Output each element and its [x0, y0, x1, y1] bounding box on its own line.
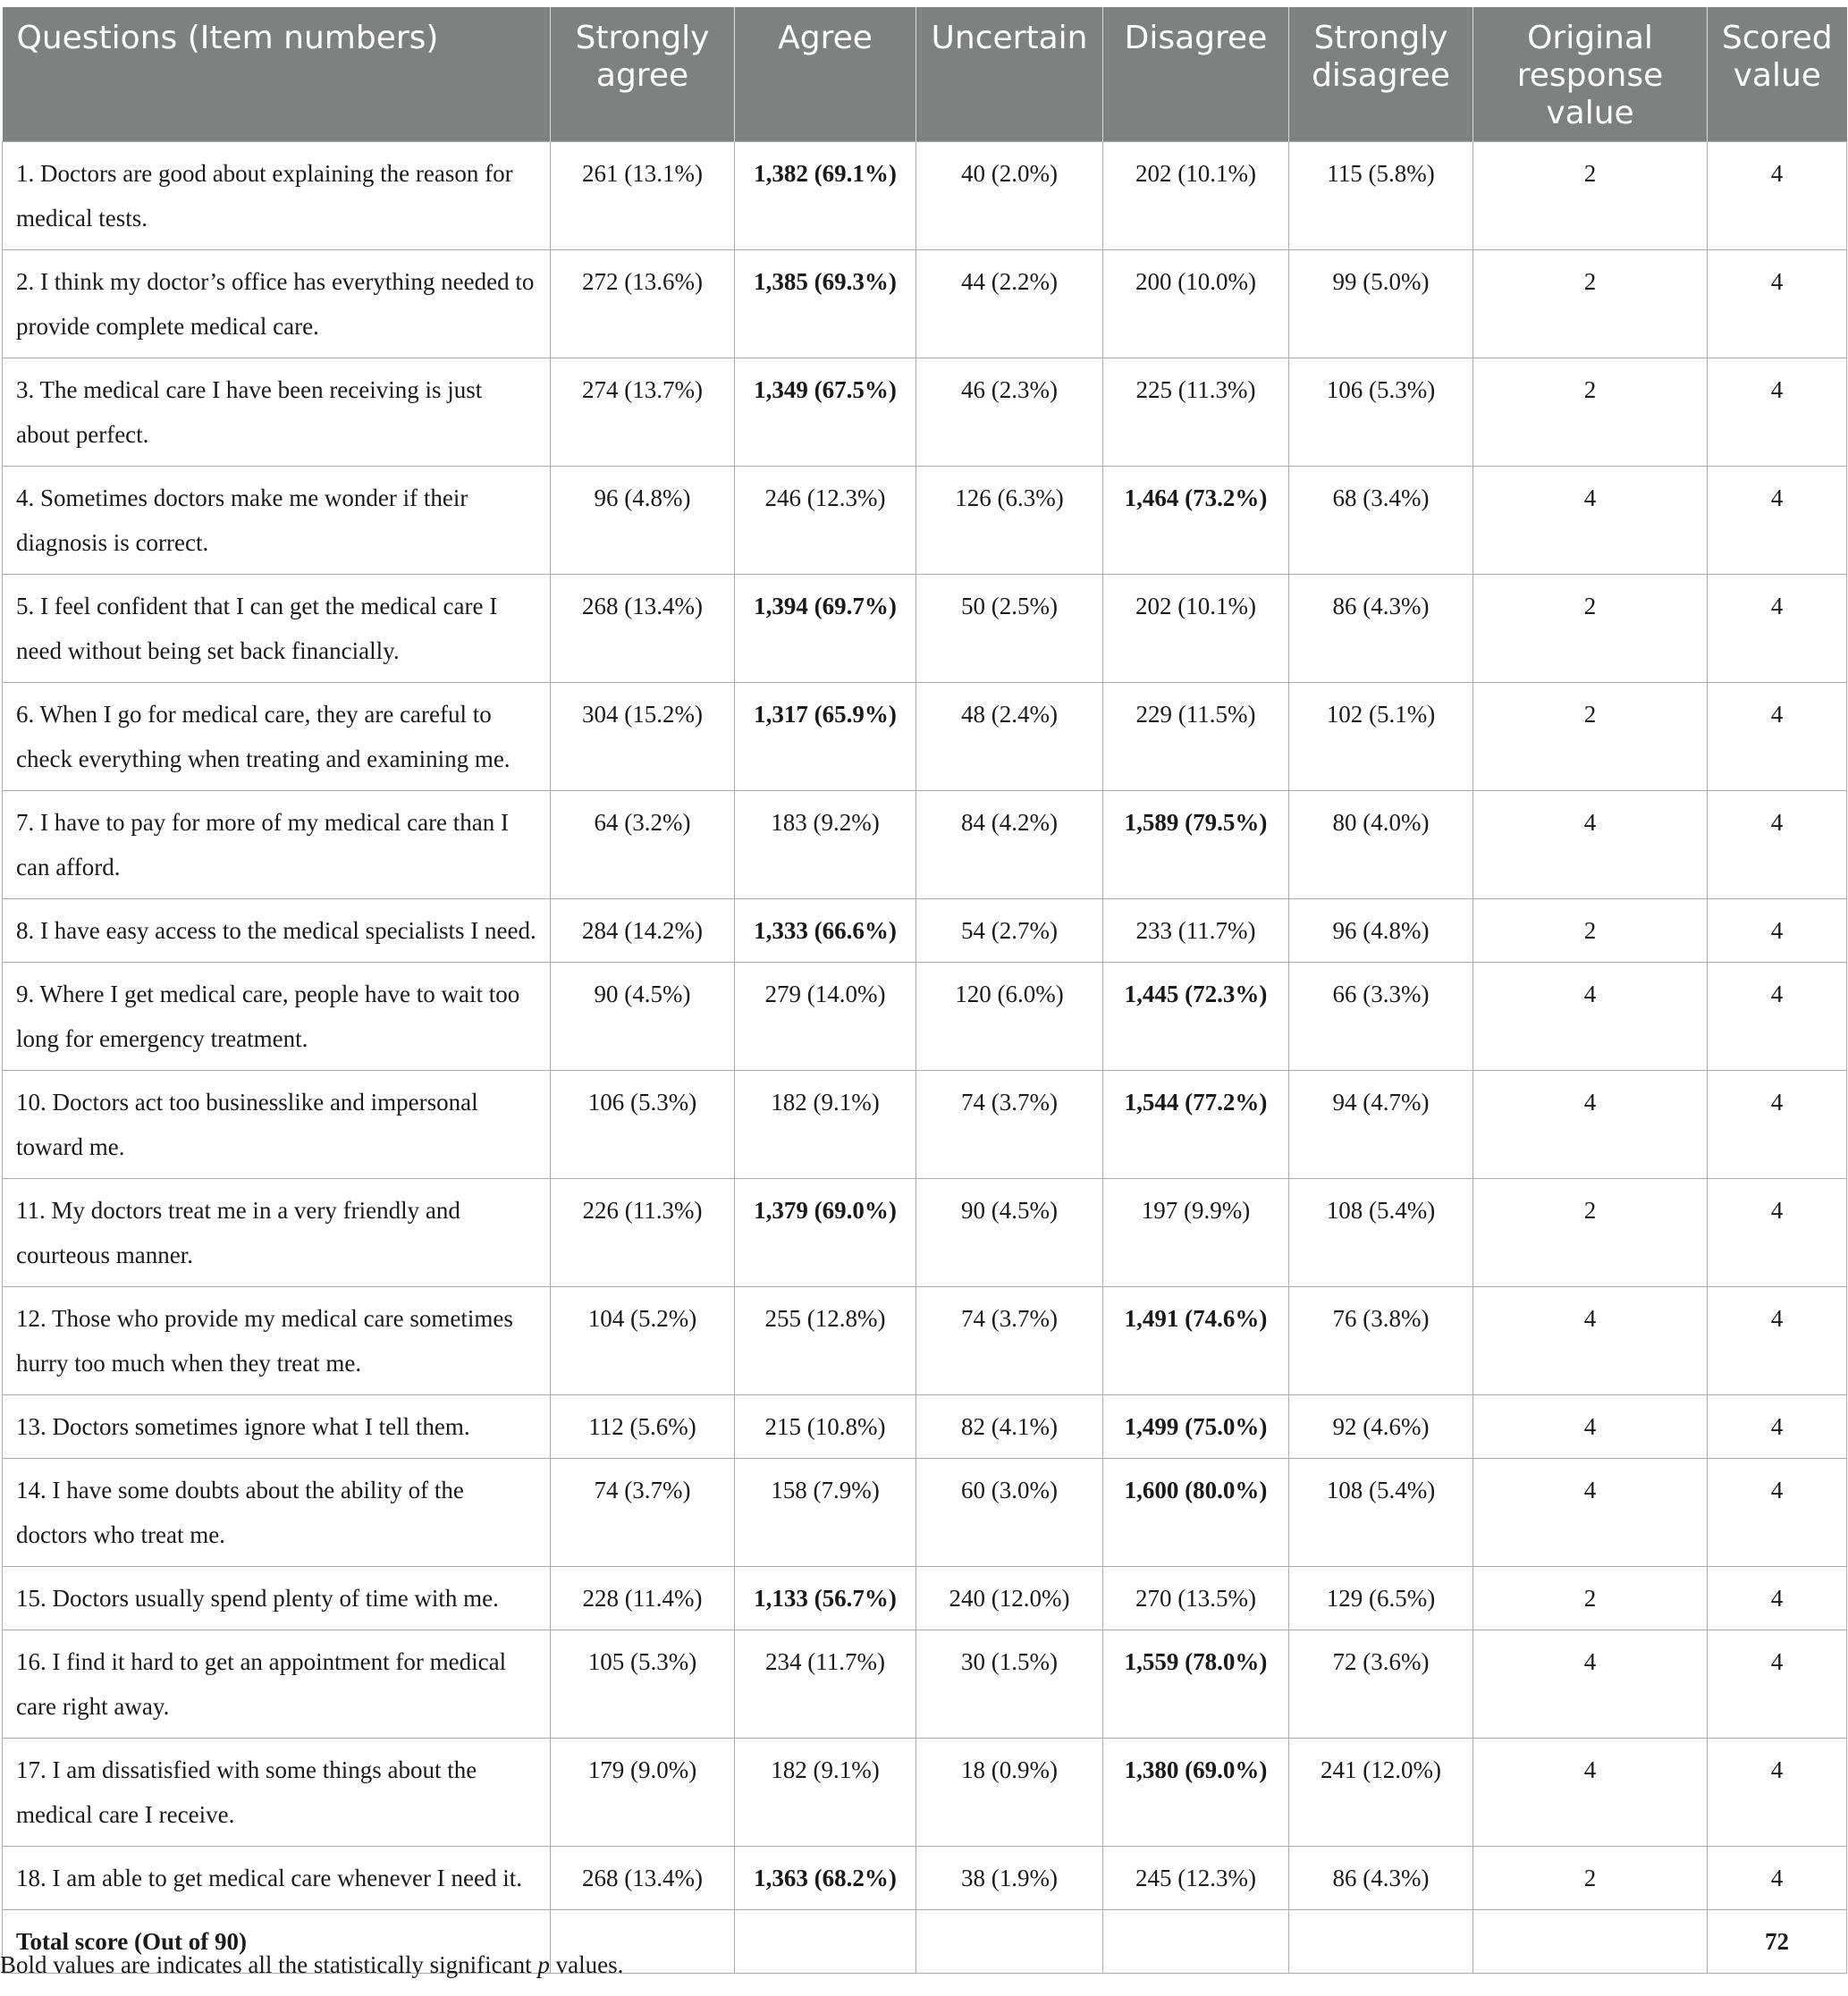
table-cell — [916, 1910, 1103, 1974]
table-header — [3, 7, 1847, 142]
strongly-disagree-cell: 102 (5.1%) — [1289, 683, 1473, 791]
scored-value-cell: 4 — [1708, 1459, 1847, 1567]
scored-value-cell: 4 — [1708, 1567, 1847, 1630]
disagree-cell: 1,589 (79.5%) — [1103, 791, 1289, 899]
disagree-cell: 233 (11.7%) — [1103, 899, 1289, 963]
uncertain-cell: 54 (2.7%) — [916, 899, 1103, 963]
original-response-value-cell: 2 — [1473, 1567, 1708, 1630]
scored-value-cell: 4 — [1708, 899, 1847, 963]
scored-value-cell: 4 — [1708, 250, 1847, 358]
table-cell — [735, 1910, 916, 1974]
strongly-disagree-cell: 108 (5.4%) — [1289, 1459, 1473, 1567]
table-cell — [1473, 1910, 1708, 1974]
question-cell: 13. Doctors sometimes ignore what I tell them. — [3, 1395, 551, 1459]
table-row — [3, 467, 1847, 575]
uncertain-cell: 74 (3.7%) — [916, 1071, 1103, 1179]
strongly-disagree-cell: 99 (5.0%) — [1289, 250, 1473, 358]
agree-cell: 1,394 (69.7%) — [735, 575, 916, 683]
strongly-disagree-cell: 129 (6.5%) — [1289, 1567, 1473, 1630]
question-cell: 6. When I go for medical care, they are careful to check everything when treating and examining me. — [3, 683, 551, 791]
table-row — [3, 1630, 1847, 1739]
uncertain-cell: 90 (4.5%) — [916, 1179, 1103, 1287]
original-response-value-cell: 4 — [1473, 467, 1708, 575]
header-original-response-value: Original response value — [1473, 7, 1708, 142]
disagree-cell: 202 (10.1%) — [1103, 575, 1289, 683]
question-cell: 17. I am dissatisfied with some things about the medical care I receive. — [3, 1739, 551, 1847]
question-cell: 2. I think my doctor’s office has everything needed to provide complete medical care. — [3, 250, 551, 358]
scored-value-cell: 4 — [1708, 791, 1847, 899]
scored-value-cell: 4 — [1708, 142, 1847, 250]
strongly-agree-cell: 64 (3.2%) — [551, 791, 735, 899]
uncertain-cell: 38 (1.9%) — [916, 1847, 1103, 1910]
footnote-text: Bold values are indicates all the statistically significant — [0, 1951, 538, 1978]
table-row — [3, 1739, 1847, 1847]
original-response-value-cell: 4 — [1473, 1395, 1708, 1459]
original-response-value-cell: 4 — [1473, 1459, 1708, 1567]
total-value: 72 — [1708, 1910, 1847, 1974]
question-cell: 16. I find it hard to get an appointment for medical care right away. — [3, 1630, 551, 1739]
strongly-agree-cell: 268 (13.4%) — [551, 1847, 735, 1910]
strongly-agree-cell: 304 (15.2%) — [551, 683, 735, 791]
table-row — [3, 899, 1847, 963]
agree-cell: 255 (12.8%) — [735, 1287, 916, 1395]
question-cell: 4. Sometimes doctors make me wonder if their diagnosis is correct. — [3, 467, 551, 575]
strongly-agree-cell: 104 (5.2%) — [551, 1287, 735, 1395]
original-response-value-cell: 2 — [1473, 358, 1708, 467]
original-response-value-cell: 4 — [1473, 1287, 1708, 1395]
original-response-value-cell: 2 — [1473, 575, 1708, 683]
table-row — [3, 1287, 1847, 1395]
uncertain-cell: 60 (3.0%) — [916, 1459, 1103, 1567]
strongly-agree-cell: 90 (4.5%) — [551, 963, 735, 1071]
uncertain-cell: 46 (2.3%) — [916, 358, 1103, 467]
scored-value-cell: 4 — [1708, 683, 1847, 791]
table-row — [3, 1071, 1847, 1179]
disagree-cell: 197 (9.9%) — [1103, 1179, 1289, 1287]
agree-cell: 1,385 (69.3%) — [735, 250, 916, 358]
strongly-agree-cell: 96 (4.8%) — [551, 467, 735, 575]
strongly-disagree-cell: 241 (12.0%) — [1289, 1739, 1473, 1847]
original-response-value-cell: 2 — [1473, 250, 1708, 358]
total-label: Total score (Out of 90) — [3, 1910, 551, 1974]
satisfaction-table — [2, 7, 1847, 1974]
table-row — [3, 1395, 1847, 1459]
strongly-agree-cell: 105 (5.3%) — [551, 1630, 735, 1739]
header-agree: Agree — [735, 7, 916, 142]
question-cell: 8. I have easy access to the medical specialists I need. — [3, 899, 551, 963]
agree-cell: 183 (9.2%) — [735, 791, 916, 899]
strongly-disagree-cell: 66 (3.3%) — [1289, 963, 1473, 1071]
strongly-agree-cell: 261 (13.1%) — [551, 142, 735, 250]
question-cell: 14. I have some doubts about the ability of the doctors who treat me. — [3, 1459, 551, 1567]
scored-value-cell: 4 — [1708, 1847, 1847, 1910]
original-response-value-cell: 4 — [1473, 1630, 1708, 1739]
header-questions: Questions (Item numbers) — [3, 7, 551, 142]
original-response-value-cell: 2 — [1473, 1847, 1708, 1910]
question-cell: 5. I feel confident that I can get the medical care I need without being set back financially. — [3, 575, 551, 683]
table-container — [2, 7, 1846, 1974]
disagree-cell: 1,464 (73.2%) — [1103, 467, 1289, 575]
disagree-cell: 1,380 (69.0%) — [1103, 1739, 1289, 1847]
scored-value-cell: 4 — [1708, 575, 1847, 683]
strongly-disagree-cell: 86 (4.3%) — [1289, 575, 1473, 683]
disagree-cell: 1,600 (80.0%) — [1103, 1459, 1289, 1567]
agree-cell: 182 (9.1%) — [735, 1071, 916, 1179]
strongly-agree-cell: 226 (11.3%) — [551, 1179, 735, 1287]
question-cell: 15. Doctors usually spend plenty of time with me. — [3, 1567, 551, 1630]
uncertain-cell: 40 (2.0%) — [916, 142, 1103, 250]
uncertain-cell: 18 (0.9%) — [916, 1739, 1103, 1847]
uncertain-cell: 50 (2.5%) — [916, 575, 1103, 683]
strongly-disagree-cell: 94 (4.7%) — [1289, 1071, 1473, 1179]
original-response-value-cell: 4 — [1473, 1071, 1708, 1179]
uncertain-cell: 126 (6.3%) — [916, 467, 1103, 575]
uncertain-cell: 120 (6.0%) — [916, 963, 1103, 1071]
original-response-value-cell: 4 — [1473, 791, 1708, 899]
uncertain-cell: 240 (12.0%) — [916, 1567, 1103, 1630]
disagree-cell: 225 (11.3%) — [1103, 358, 1289, 467]
original-response-value-cell: 2 — [1473, 142, 1708, 250]
strongly-agree-cell: 228 (11.4%) — [551, 1567, 735, 1630]
original-response-value-cell: 2 — [1473, 899, 1708, 963]
original-response-value-cell: 2 — [1473, 683, 1708, 791]
scored-value-cell: 4 — [1708, 1395, 1847, 1459]
disagree-cell: 245 (12.3%) — [1103, 1847, 1289, 1910]
question-cell: 3. The medical care I have been receiving is just about perfect. — [3, 358, 551, 467]
table-row — [3, 1847, 1847, 1910]
disagree-cell: 1,491 (74.6%) — [1103, 1287, 1289, 1395]
header-strongly-disagree: Strongly disagree — [1289, 7, 1473, 142]
scored-value-cell: 4 — [1708, 1287, 1847, 1395]
strongly-disagree-cell: 86 (4.3%) — [1289, 1847, 1473, 1910]
table-body — [3, 142, 1847, 1974]
disagree-cell: 200 (10.0%) — [1103, 250, 1289, 358]
strongly-agree-cell: 284 (14.2%) — [551, 899, 735, 963]
agree-cell: 279 (14.0%) — [735, 963, 916, 1071]
header-row — [3, 7, 1847, 142]
footnote-italic: p — [537, 1951, 550, 1978]
uncertain-cell: 82 (4.1%) — [916, 1395, 1103, 1459]
question-cell: 9. Where I get medical care, people have to wait too long for emergency treatment. — [3, 963, 551, 1071]
scored-value-cell: 4 — [1708, 1630, 1847, 1739]
table-row — [3, 250, 1847, 358]
table-row — [3, 963, 1847, 1071]
header-uncertain: Uncertain — [916, 7, 1103, 142]
table-row — [3, 142, 1847, 250]
agree-cell: 182 (9.1%) — [735, 1739, 916, 1847]
header-disagree: Disagree — [1103, 7, 1289, 142]
scored-value-cell: 4 — [1708, 1179, 1847, 1287]
strongly-disagree-cell: 96 (4.8%) — [1289, 899, 1473, 963]
agree-cell: 1,317 (65.9%) — [735, 683, 916, 791]
question-cell: 11. My doctors treat me in a very friendly and courteous manner. — [3, 1179, 551, 1287]
strongly-disagree-cell: 76 (3.8%) — [1289, 1287, 1473, 1395]
agree-cell: 1,363 (68.2%) — [735, 1847, 916, 1910]
question-cell: 1. Doctors are good about explaining the reason for medical tests. — [3, 142, 551, 250]
strongly-disagree-cell: 108 (5.4%) — [1289, 1179, 1473, 1287]
original-response-value-cell: 4 — [1473, 1739, 1708, 1847]
scored-value-cell: 4 — [1708, 963, 1847, 1071]
table-row — [3, 1567, 1847, 1630]
header-scored-value: Scored value — [1708, 7, 1847, 142]
scored-value-cell: 4 — [1708, 358, 1847, 467]
agree-cell: 1,133 (56.7%) — [735, 1567, 916, 1630]
uncertain-cell: 48 (2.4%) — [916, 683, 1103, 791]
question-cell: 18. I am able to get medical care whenever I need it. — [3, 1847, 551, 1910]
disagree-cell: 229 (11.5%) — [1103, 683, 1289, 791]
table-row — [3, 791, 1847, 899]
strongly-disagree-cell: 80 (4.0%) — [1289, 791, 1473, 899]
footnote-suffix: values. — [549, 1951, 624, 1978]
table-row — [3, 1179, 1847, 1287]
disagree-cell: 1,445 (72.3%) — [1103, 963, 1289, 1071]
table-cell — [1289, 1910, 1473, 1974]
agree-cell: 234 (11.7%) — [735, 1630, 916, 1739]
strongly-disagree-cell: 92 (4.6%) — [1289, 1395, 1473, 1459]
disagree-cell: 202 (10.1%) — [1103, 142, 1289, 250]
scored-value-cell: 4 — [1708, 467, 1847, 575]
agree-cell: 1,379 (69.0%) — [735, 1179, 916, 1287]
strongly-agree-cell: 106 (5.3%) — [551, 1071, 735, 1179]
table-row — [3, 683, 1847, 791]
uncertain-cell: 30 (1.5%) — [916, 1630, 1103, 1739]
table-row — [3, 575, 1847, 683]
question-cell: 12. Those who provide my medical care sometimes hurry too much when they treat me. — [3, 1287, 551, 1395]
question-cell: 7. I have to pay for more of my medical care than I can afford. — [3, 791, 551, 899]
strongly-disagree-cell: 106 (5.3%) — [1289, 358, 1473, 467]
original-response-value-cell: 2 — [1473, 1179, 1708, 1287]
uncertain-cell: 84 (4.2%) — [916, 791, 1103, 899]
table-row — [3, 358, 1847, 467]
disagree-cell: 270 (13.5%) — [1103, 1567, 1289, 1630]
agree-cell: 246 (12.3%) — [735, 467, 916, 575]
strongly-agree-cell: 74 (3.7%) — [551, 1459, 735, 1567]
strongly-agree-cell: 112 (5.6%) — [551, 1395, 735, 1459]
strongly-agree-cell: 179 (9.0%) — [551, 1739, 735, 1847]
agree-cell: 215 (10.8%) — [735, 1395, 916, 1459]
question-cell: 10. Doctors act too businesslike and impersonal toward me. — [3, 1071, 551, 1179]
strongly-agree-cell: 268 (13.4%) — [551, 575, 735, 683]
agree-cell: 1,382 (69.1%) — [735, 142, 916, 250]
strongly-agree-cell: 272 (13.6%) — [551, 250, 735, 358]
strongly-disagree-cell: 72 (3.6%) — [1289, 1630, 1473, 1739]
table-row — [3, 1459, 1847, 1567]
scored-value-cell: 4 — [1708, 1739, 1847, 1847]
strongly-agree-cell: 274 (13.7%) — [551, 358, 735, 467]
original-response-value-cell: 4 — [1473, 963, 1708, 1071]
strongly-disagree-cell: 68 (3.4%) — [1289, 467, 1473, 575]
disagree-cell: 1,499 (75.0%) — [1103, 1395, 1289, 1459]
scored-value-cell: 4 — [1708, 1071, 1847, 1179]
agree-cell: 158 (7.9%) — [735, 1459, 916, 1567]
disagree-cell: 1,559 (78.0%) — [1103, 1630, 1289, 1739]
uncertain-cell: 44 (2.2%) — [916, 250, 1103, 358]
strongly-disagree-cell: 115 (5.8%) — [1289, 142, 1473, 250]
table-cell — [1103, 1910, 1289, 1974]
header-strongly-agree: Strongly agree — [551, 7, 735, 142]
disagree-cell: 1,544 (77.2%) — [1103, 1071, 1289, 1179]
agree-cell: 1,333 (66.6%) — [735, 899, 916, 963]
agree-cell: 1,349 (67.5%) — [735, 358, 916, 467]
table-footnote — [0, 1951, 623, 1979]
uncertain-cell: 74 (3.7%) — [916, 1287, 1103, 1395]
